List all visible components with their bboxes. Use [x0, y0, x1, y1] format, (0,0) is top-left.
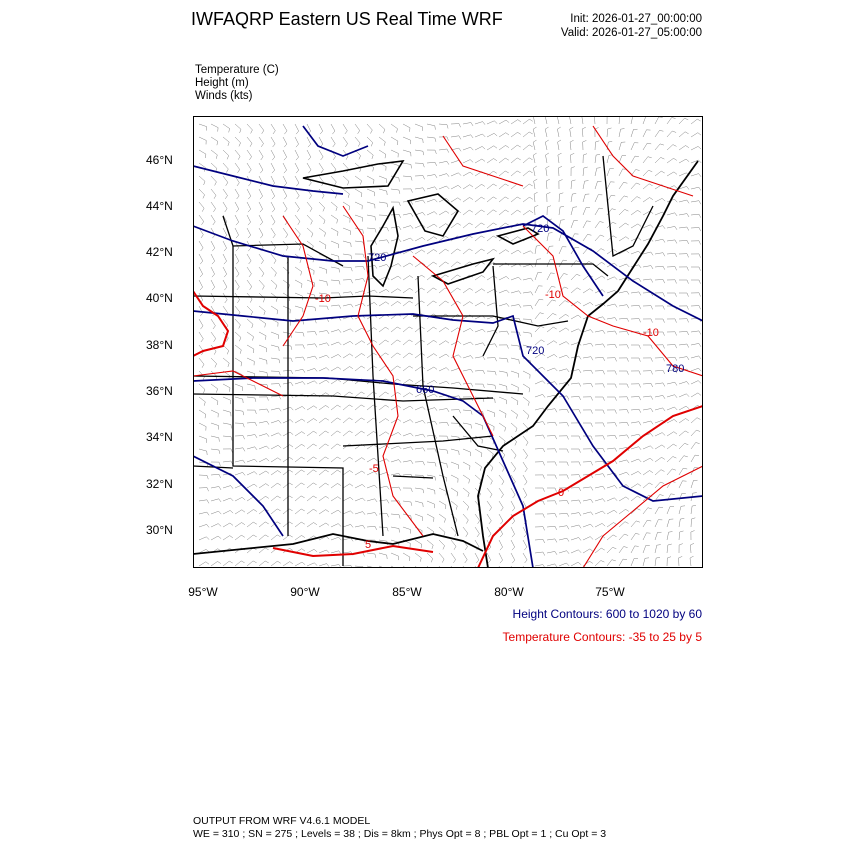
- lat-label: 34°N: [146, 430, 173, 444]
- height-contour: [193, 456, 283, 536]
- state-line: [368, 256, 383, 536]
- lat-label: 46°N: [146, 153, 173, 167]
- wind-barb-field: [199, 116, 701, 568]
- init-time: Init: 2026-01-27_00:00:00: [570, 13, 702, 25]
- chart-title: IWFAQRP Eastern US Real Time WRF: [191, 9, 503, 29]
- temperature-contour: [193, 371, 283, 396]
- temperature-label: 5: [365, 539, 372, 551]
- lat-label: 38°N: [146, 338, 173, 352]
- state-line: [483, 266, 498, 356]
- height-contour: [193, 224, 703, 321]
- height-contour: [193, 166, 343, 194]
- lat-label: 40°N: [146, 291, 173, 305]
- temperature-label: -5: [369, 463, 379, 475]
- model-info: OUTPUT FROM WRF V4.6.1 MODEL: [193, 815, 371, 827]
- lake-michigan: [371, 208, 398, 286]
- height-contour-labels: [368, 223, 684, 396]
- temperature-contour: [523, 226, 703, 376]
- lon-label: 85°W: [392, 585, 422, 599]
- variable-temperature: Temperature (C): [195, 64, 279, 76]
- lake-superior: [303, 161, 403, 188]
- temperature-contours: [193, 126, 703, 568]
- temperature-contour: [193, 291, 228, 356]
- temperature-label: -10: [545, 289, 561, 301]
- height-label: 780: [666, 363, 685, 375]
- lat-label: 36°N: [146, 384, 173, 398]
- lon-label: 90°W: [290, 585, 320, 599]
- temperature-label: -10: [315, 293, 331, 305]
- lon-label: 95°W: [188, 585, 218, 599]
- temperature-legend: Temperature Contours: -35 to 25 by 5: [502, 630, 702, 644]
- temperature-contour: [443, 136, 523, 186]
- state-line: [393, 476, 433, 478]
- weather-map: [193, 116, 703, 568]
- height-label: 720: [531, 223, 550, 235]
- height-label: 720: [368, 252, 387, 264]
- state-line: [193, 394, 493, 401]
- lat-label: 44°N: [146, 199, 173, 213]
- temperature-contour-labels: [315, 289, 659, 551]
- lake-huron: [408, 194, 458, 236]
- model-config: WE = 310 ; SN = 275 ; Levels = 38 ; Dis = 8km ; Phys Opt = 8 ; PBL Opt = 1 ; Cu Opt = 3: [193, 828, 607, 840]
- height-legend: Height Contours: 600 to 1020 by 60: [512, 607, 702, 621]
- height-contours: [193, 126, 703, 568]
- map-panel: [193, 116, 703, 568]
- lat-label: 30°N: [146, 523, 173, 537]
- wind-barbs: [199, 116, 701, 568]
- valid-time: Valid: 2026-01-27_05:00:00: [560, 27, 702, 39]
- variable-winds: Winds (kts): [195, 90, 253, 102]
- temperature-label: -10: [643, 327, 659, 339]
- atlantic-coastline: [478, 161, 698, 568]
- state-line: [493, 264, 608, 276]
- lon-label: 80°W: [494, 585, 524, 599]
- variable-height: Height (m): [195, 77, 249, 89]
- lon-label: 75°W: [595, 585, 625, 599]
- height-label: 720: [526, 345, 545, 357]
- lat-label: 32°N: [146, 477, 173, 491]
- lat-label: 42°N: [146, 245, 173, 259]
- temperature-contour: [273, 546, 433, 556]
- map-frame: [194, 117, 703, 568]
- height-label: 660: [416, 384, 435, 396]
- temperature-label: 0: [558, 487, 565, 499]
